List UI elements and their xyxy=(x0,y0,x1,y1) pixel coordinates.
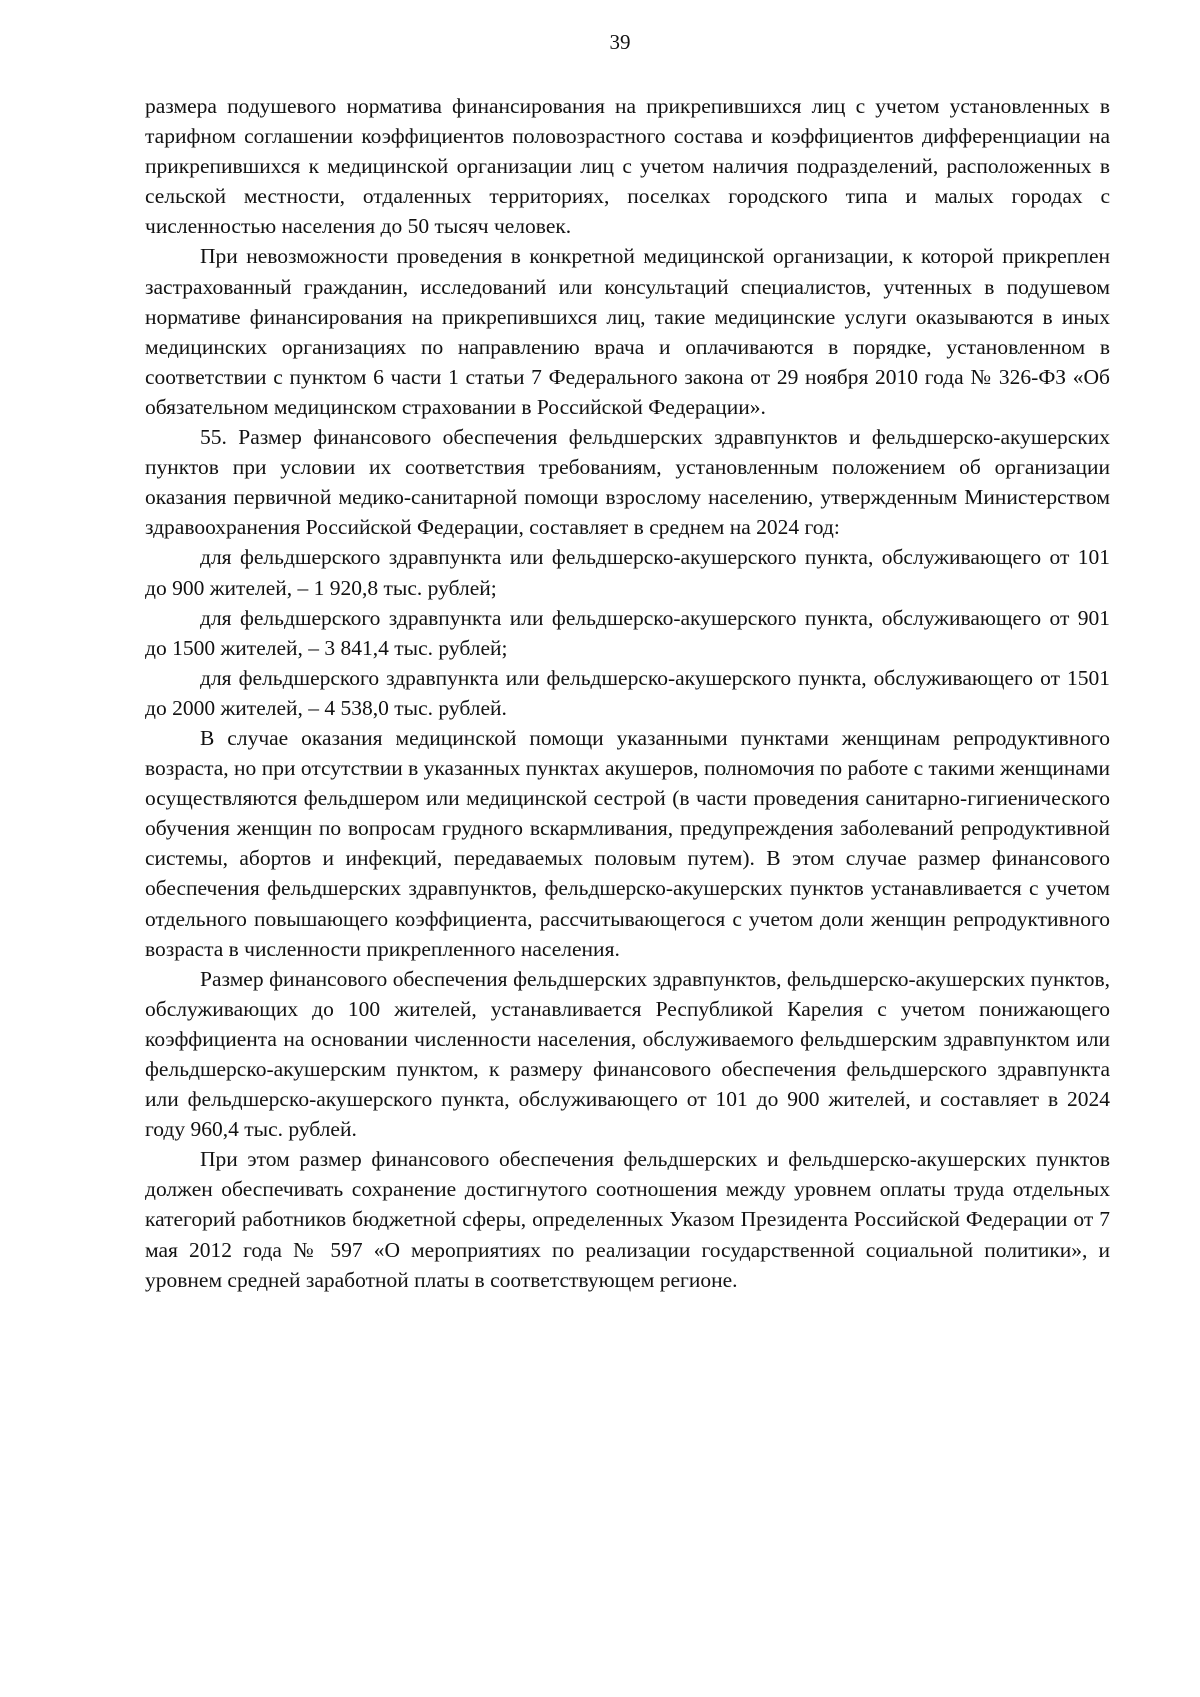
paragraph-rate-901-1500: для фельдшерского здравпункта или фельдшерско-акушерского пункта, обслуживающего от 901 до 1500 жителей, – 3 841,4 тыс. рублей; xyxy=(145,605,1110,660)
paragraph-reproductive-age: В случае оказания медицинской помощи указанными пунктами женщинам репродуктивного возраста, но при отсутствии в указанных пунктах акушеров, полномочия по работе с такими женщинами осуществляются фельдшером или медицинской сестрой (в части проведения санитарно-гигиенического обучения женщин по вопросам грудного вскармливания, предупреждения заболеваний репродуктивной системы, абортов и инфекций, передаваемых половым путем). В этом случае размер финансового обеспечения фельдшерских здравпунктов, фельдшерско-акушерских пунктов устанавливается с учетом отдельного повышающего коэффициента, рассчитывающегося с учетом доли женщин репродуктивного возраста в численности прикрепленного населения. xyxy=(145,725,1110,961)
document-body xyxy=(145,91,1110,1295)
page-number: 39 xyxy=(609,30,631,54)
paragraph-rate-101-900: для фельдшерского здравпункта или фельдшерско-акушерского пункта, обслуживающего от 101 до 900 жителей, – 1 920,8 тыс. рублей; xyxy=(145,545,1110,600)
paragraph-1: размера подушевого норматива финансирования на прикрепившихся лиц с учетом установленных в тарифном соглашении коэффициентов половозрастного состава и коэффициентов дифференциации на прикрепившихся к медицинской организации лиц с учетом наличия подразделений, расположенных в сельской местности, отдаленных территориях, поселках городского типа и малых городах с численностью населения до 50 тысяч человек. xyxy=(145,94,1110,239)
paragraph-salary-ratio: При этом размер финансового обеспечения фельдшерских и фельдшерско-акушерских пунктов должен обеспечивать сохранение достигнутого соотношения между уровнем оплаты труда отдельных категорий работников бюджетной сферы, определенных Указом Президента Российской Федерации от 7 мая 2012 года № 597 «О мероприятиях по реализации государственной социальной политики», и уровнем средней заработной платы в соответствующем регионе. xyxy=(145,1147,1110,1292)
paragraph-55-intro: 55. Размер финансового обеспечения фельдшерских здравпунктов и фельдшерско-акушерских пунктов при условии их соответствия требованиям, установленным положением об организации оказания первичной медико-санитарной помощи взрослому населению, утвержденным Министерством здравоохранения Российской Федерации, составляет в среднем на 2024 год: xyxy=(145,425,1110,540)
paragraph-rate-1501-2000: для фельдшерского здравпункта или фельдшерско-акушерского пункта, обслуживающего от 1501 до 2000 жителей, – 4 538,0 тыс. рублей. xyxy=(145,665,1110,720)
paragraph-up-to-100: Размер финансового обеспечения фельдшерских здравпунктов, фельдшерско-акушерских пунктов, обслуживающих до 100 жителей, устанавливается Республикой Карелия с учетом понижающего коэффициента на основании численности населения, обслуживаемого фельдшерским здравпунктом или фельдшерско-акушерским пунктом, к размеру финансового обеспечения фельдшерского здравпункта или фельдшерско-акушерского пункта, обслуживающего от 101 до 900 жителей, и составляет в 2024 году 960,4 тыс. рублей. xyxy=(145,966,1110,1142)
paragraph-2: При невозможности проведения в конкретной медицинской организации, к которой прикреплен застрахованный гражданин, исследований или консультаций специалистов, учтенных в подушевом нормативе финансирования на прикрепившихся лиц, такие медицинские услуги оказываются в иных медицинских организациях по направлению врача и оплачиваются в порядке, установленном в соответствии с пунктом 6 части 1 статьи 7 Федерального закона от 29 ноября 2010 года № 326-ФЗ «Об обязательном медицинском страховании в Российской Федерации». xyxy=(145,244,1110,419)
